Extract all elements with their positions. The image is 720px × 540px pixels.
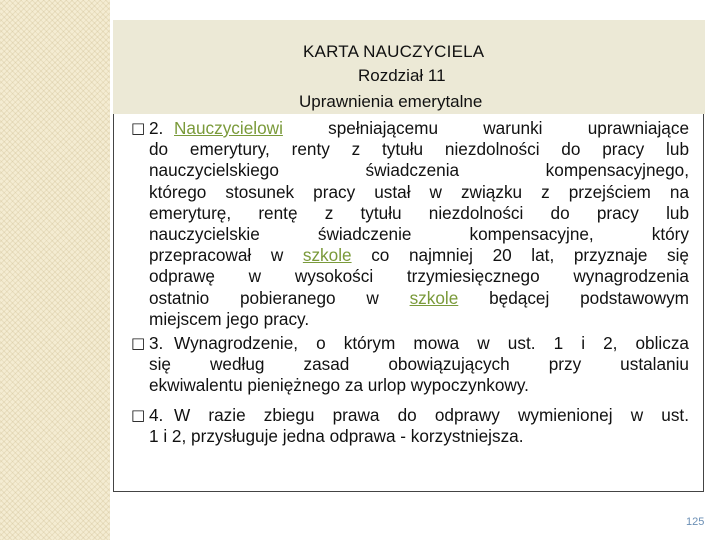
text-segment: W razie zbiegu prawa do odprawy wymienionej w ust. xyxy=(174,405,689,425)
text-segment: nauczycielskie świadczenie kompensacyjne, który xyxy=(149,224,689,245)
text-segment: ekwiwalentu pieniężnego za urlop wypoczynkowy. xyxy=(149,375,529,396)
paragraph-text xyxy=(131,333,689,397)
bullet-icon: □ xyxy=(131,119,146,137)
text-line xyxy=(149,309,689,330)
page-number: 125 xyxy=(686,516,705,528)
text-segment: do emerytury, renty z tytułu niezdolności do pracy lub xyxy=(149,139,689,160)
document-title: KARTA NAUCZYCIELA xyxy=(303,42,485,61)
text-line xyxy=(174,405,689,426)
text-line xyxy=(149,288,689,309)
paragraph-text xyxy=(131,118,689,330)
paragraph-number: 3. xyxy=(149,333,164,353)
paragraph-number: 4. xyxy=(149,405,164,425)
paragraph-3 xyxy=(131,333,689,397)
text-segment: spełniającemu warunki uprawniające xyxy=(282,118,689,138)
section-subtitle: Uprawnienia emerytalne xyxy=(299,92,483,111)
bullet-icon: □ xyxy=(131,406,146,424)
text-line xyxy=(149,354,689,375)
text-line xyxy=(149,375,689,396)
text-segment: którego stosunek pracy ustał w związku z przejściem na xyxy=(149,181,689,202)
text-segment: się według zasad obowiązujących przy ustalaniu xyxy=(149,354,689,375)
text-segment: miejscem jego pracy. xyxy=(149,308,310,329)
text-line xyxy=(149,160,689,181)
paragraph-4 xyxy=(131,405,689,447)
text-segment: przepracował w xyxy=(149,245,303,266)
text-segment: 1 i 2, przysługuje jedna odprawa - korzystniejsza. xyxy=(149,426,524,447)
text-segment: Wynagrodzenie, o którym mowa w ust. 1 i 2, oblicza xyxy=(174,333,689,353)
hyperlink[interactable]: szkole xyxy=(409,287,459,308)
chapter-title: Rozdział 11 xyxy=(358,66,446,85)
text-line xyxy=(149,266,689,287)
hyperlink[interactable]: Nauczycielowi xyxy=(174,118,283,138)
text-segment: ostatnio pobieranego w xyxy=(149,287,410,308)
text-segment: emeryturę, rentę z tytułu niezdolności do pracy lub xyxy=(149,202,689,223)
text-line xyxy=(149,139,689,160)
text-line xyxy=(174,333,689,354)
text-segment: nauczycielskiego świadczenia kompensacyjnego, xyxy=(149,160,689,181)
text-line xyxy=(149,224,689,245)
decorative-side-strip xyxy=(0,0,110,540)
text-segment: będącej podstawowym xyxy=(458,287,689,308)
paragraph-text xyxy=(131,405,689,447)
text-segment: odprawę w wysokości trzymiesięcznego wynagrodzenia xyxy=(149,266,689,287)
paragraph-2 xyxy=(131,118,689,330)
bullet-icon: □ xyxy=(131,334,146,352)
text-line xyxy=(174,118,689,139)
text-line xyxy=(149,245,689,266)
text-line xyxy=(149,426,689,447)
hyperlink[interactable]: szkole xyxy=(302,245,352,266)
paragraph-number: 2. xyxy=(149,118,164,138)
text-line xyxy=(149,182,689,203)
text-line xyxy=(149,203,689,224)
text-segment: co najmniej 20 lat, przyznaje się xyxy=(351,245,689,266)
